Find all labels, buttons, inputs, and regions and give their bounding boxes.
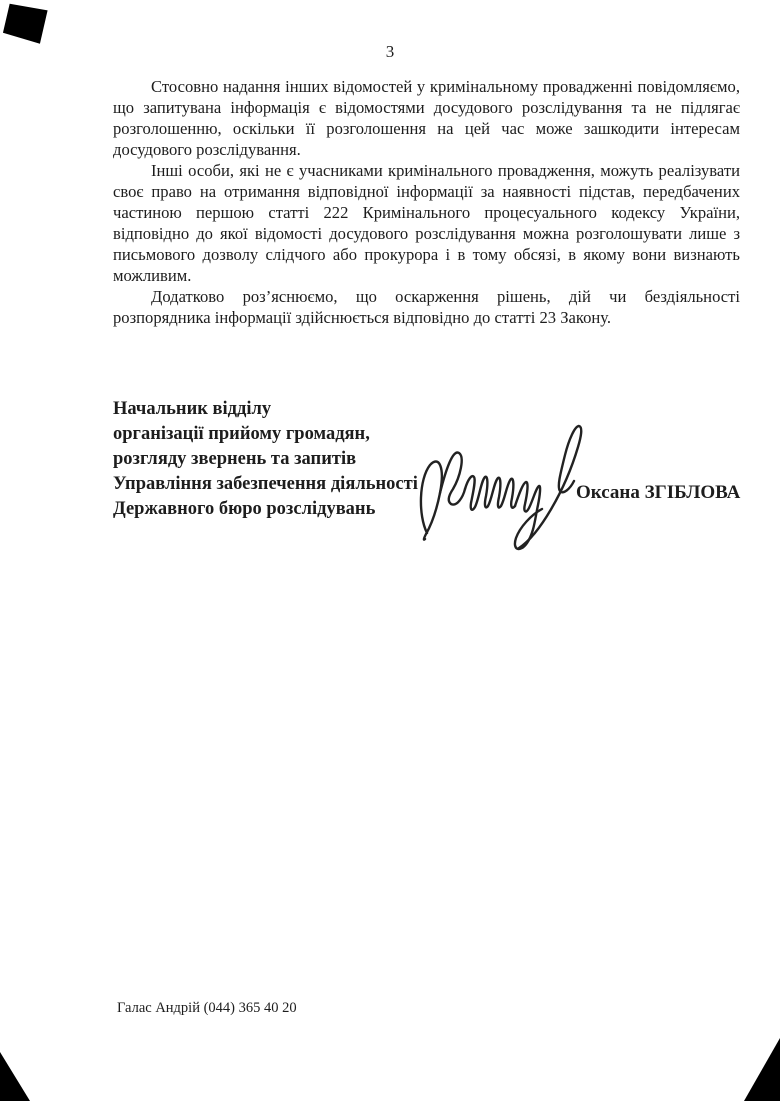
signer-name: Оксана ЗГІБЛОВА (576, 482, 741, 503)
signer-title-line: Начальник відділу (113, 399, 272, 419)
signer-title-line: розгляду звернень та запитів (113, 449, 357, 469)
signer-title-line: Державного бюро розслідувань (113, 499, 376, 519)
signer-title-line: організації прийому громадян, (113, 424, 370, 444)
scan-corner-artifact-bottom-left (0, 1052, 30, 1101)
paragraph-3: Додатково роз’яснюємо, що оскарження рішень, дій чи бездіяльності розпорядника інформації здійснюється відповідно до статті 23 Закону. (113, 287, 740, 327)
signer-title-line: Управління забезпечення діяльності (113, 474, 418, 494)
paragraph-1: Стосовно надання інших відомостей у кримінальному провадженні повідомляємо, що запитувана інформація є відомостями досудового розслідування та не підлягає розголошенню, оскільки її розголошення на цей час може зашкодити інтересам досудового розслідування. (113, 77, 740, 159)
signature-block (113, 397, 773, 522)
footer-contact: Галас Андрій (044) 365 40 20 (117, 1000, 297, 1016)
scan-corner-artifact-top-left (2, 2, 50, 46)
scan-corner-artifact-bottom-right (744, 1038, 780, 1101)
letter-body (113, 76, 740, 328)
paragraph-2: Інші особи, які не є учасниками кримінального провадження, можуть реалізувати своє право на отримання відповідної інформації за наявності підстав, передбачених частиною першою статті 222 Кримінального процесуального кодексу України, відповідно до якої відомості досудового розслідування можна розголошувати лише з письмового дозволу слідчого або прокурора і в тому обсязі, в якому вони визнають можливим. (113, 161, 740, 285)
handwritten-signature-icon (415, 417, 600, 559)
page-number: 3 (385, 42, 395, 61)
